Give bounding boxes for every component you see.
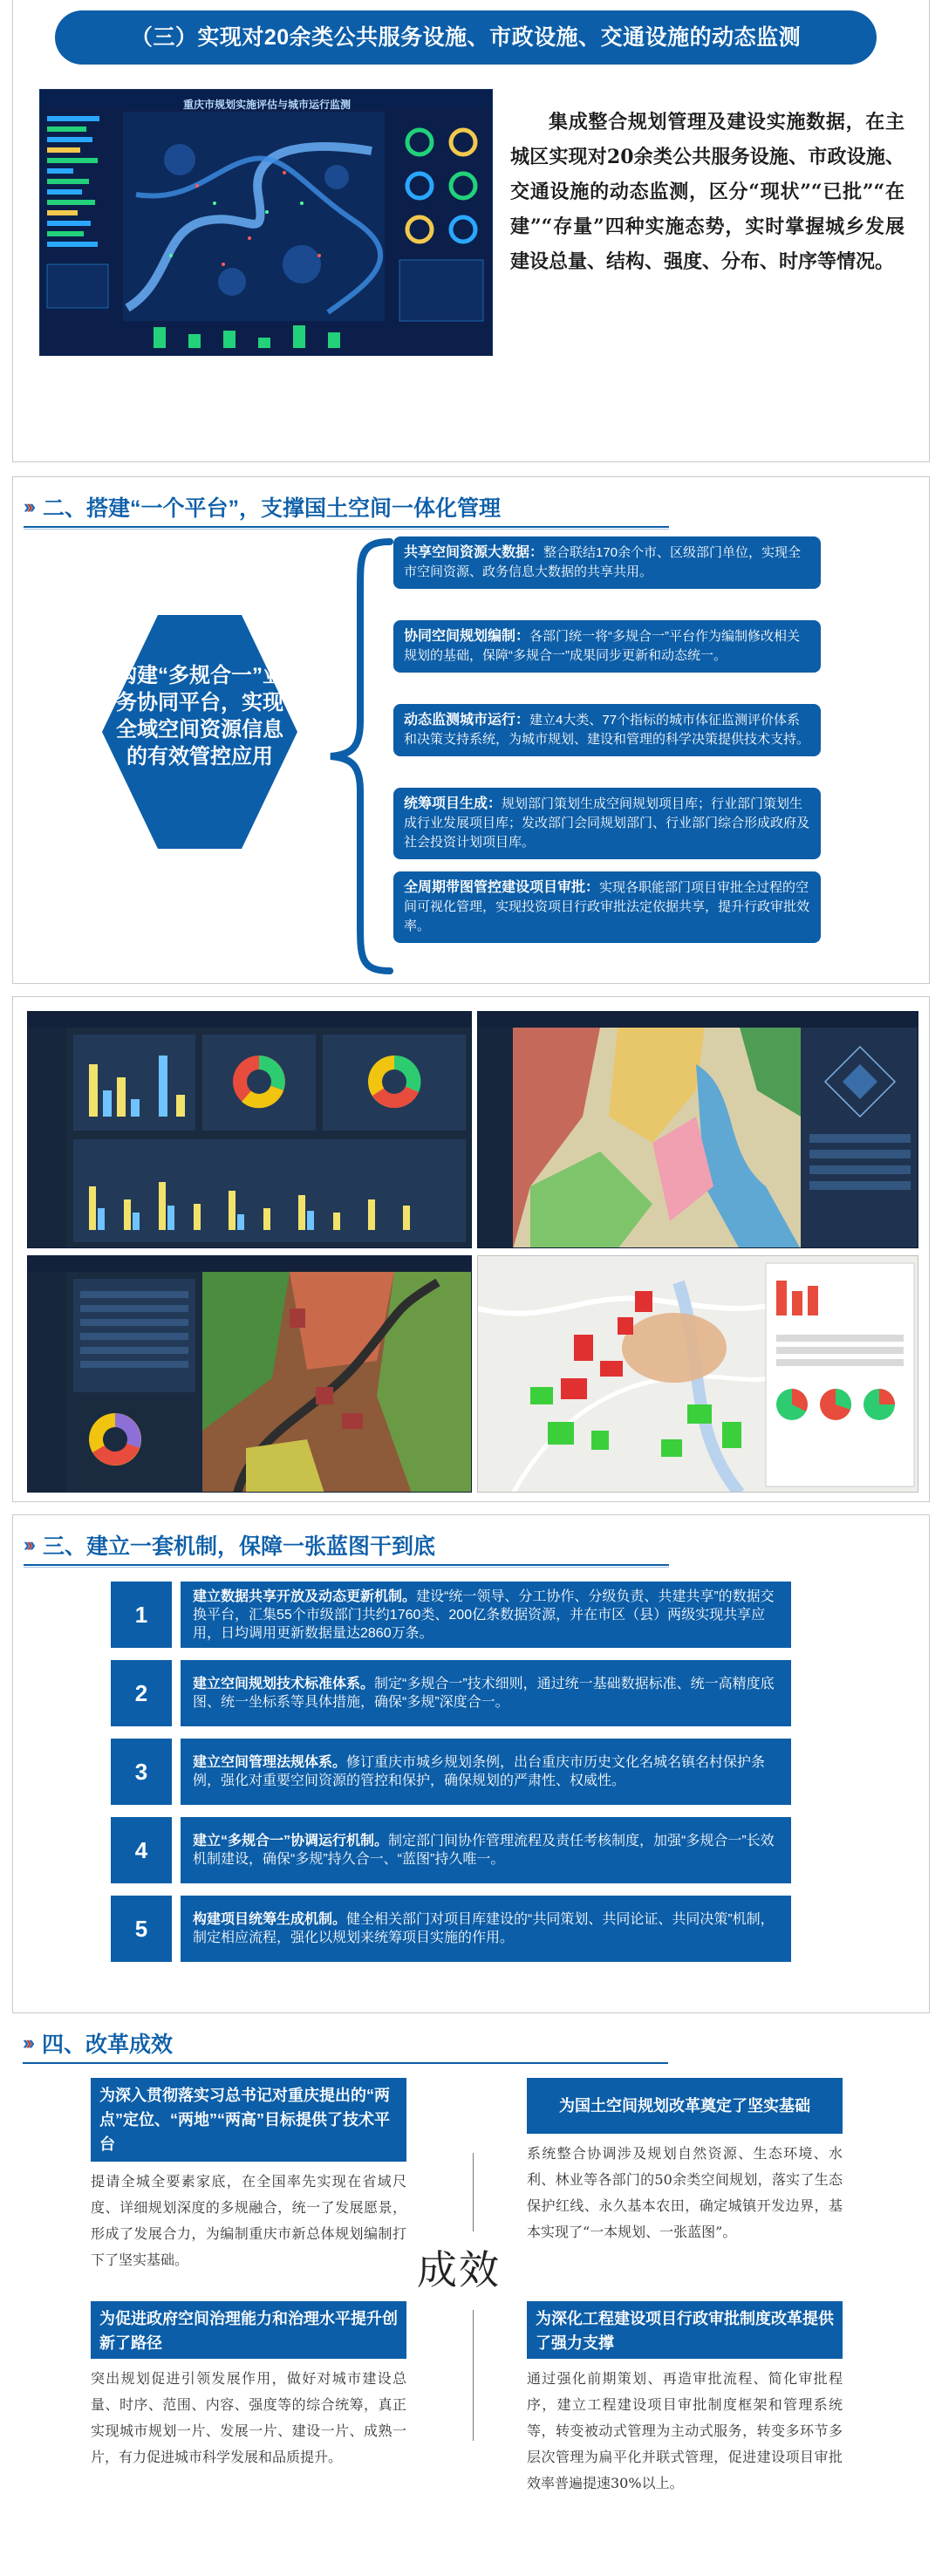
mechanism-text: 建立空间规划技术标准体系。制定“多规合一”技术细则，通过统一基础数据标准、统一高精度底图、统一坐标系等具体措施，确保“多规”深度合一。 — [181, 1660, 791, 1726]
monitoring-dashboard-image — [39, 89, 493, 356]
section-platform — [12, 476, 930, 984]
results-center-label: 成效 — [417, 2246, 501, 2293]
result-title-2: 为国土空间规划改革奠定了坚实基础 — [527, 2078, 843, 2134]
screenshot-land-use-map — [477, 1011, 918, 1248]
section-dynamic-monitoring — [12, 0, 930, 462]
mechanism-text: 建立空间管理法规体系。修订重庆市城乡规划条例，出台重庆市历史文化名城名镇名村保护条例，强化对重要空间资源的管控和保护，确保规划的严肃性、权威性。 — [181, 1739, 791, 1805]
result-title-4: 为深化工程建设项目行政审批制度改革提供了强力支撑 — [527, 2301, 843, 2359]
mechanism-number: 4 — [111, 1817, 172, 1883]
platform-item-4: 统筹项目生成：规划部门策划生成空间规划项目库；行业部门策划生成行业发展项目库；发改部门会同规划部门、行业部门综合形成政府及社会投资计划项目库。 — [393, 788, 821, 859]
divider-line — [473, 2153, 474, 2231]
monitoring-description: 集成整合规划管理及建设实施数据，在主城区实现对20余类公共服务设施、市政设施、交通设施的动态监测，区分“现状”“已批”“在建”“存量”四种实施态势，实时掌握城乡发展建设总量、结构、强度、分布、时序等情况。 — [510, 111, 904, 273]
platform-item-5: 全周期带图管控建设项目审批：实现各职能部门项目审批全过程的空间可视化管理，实现投资项目行政审批法定依据共享，提升行政审批效率。 — [393, 871, 821, 943]
brace-icon — [325, 538, 395, 974]
section-results — [0, 2022, 942, 2576]
section-heading-text: 三、建立一套机制，保障一张蓝图干到底 — [42, 1534, 435, 1559]
section-heading — [24, 489, 501, 524]
mechanism-text: 建立“多规合一”协调运行机制。制定部门间协作管理流程及责任考核制度，加强“多规合一”长效机制建设，确保“多规”持久合一、“蓝图”持久唯一。 — [181, 1817, 791, 1883]
platform-item-3: 动态监测城市运行：建立4大类、77个指标的城市体征监测评价体系和决策支持系统，为城市规划、建设和管理的科学决策提供技术支持。 — [393, 704, 821, 756]
mechanism-number: 3 — [111, 1739, 172, 1805]
platform-center-text: 构建“多规合一”业务协同平台，实现全域空间资源信息的有效管控应用 — [116, 664, 283, 769]
result-text-4: 通过强化前期策划、再造审批流程、简化审批程序，建立工程建设项目审批制度框架和管理系统等，转变被动式管理为主动式服务，转变多环节多层次管理为扁平化并联式管理，促进建设项目审批效率普遍提速30%以上。 — [527, 2370, 843, 2491]
section-heading-text: 四、改革成效 — [41, 2033, 173, 2057]
chevron-icon: ››› — [24, 495, 32, 517]
dashboard-title: 重庆市规划实施评估与城市运行监测 — [182, 99, 351, 111]
platform-item-2: 协同空间规划编制：各部门统一将“多规合一”平台作为编制修改相关规划的基础，保障“多规合一”成果同步更新和动态统一。 — [393, 620, 821, 673]
chevron-icon: ››› — [24, 1534, 32, 1555]
chevron-icon: ››› — [23, 2032, 31, 2053]
screenshot-analytics-dashboard — [27, 1011, 472, 1248]
section-heading — [24, 1527, 435, 1562]
result-text-1: 提请全城全要素家底，在全国率先实现在省域尺度、详细规划深度的多规融合，统一了发展愿景，形成了发展合力，为编制重庆市新总体规划编制打下了坚实基础。 — [91, 2173, 406, 2268]
result-text-3: 突出规划促进引领发展作用，做好对城市建设总量、时序、范围、内容、强度等的综合统筹，真正实现城市规划一片、发展一片、建设一片、成熟一片，有力促进城市科学发展和品质提升。 — [91, 2370, 406, 2465]
mechanism-text: 建立数据共享开放及动态更新机制。建设“统一领导、分工协作、分级负责、共建共享”的数据交换平台，汇集55个市级部门共约1760类、200亿条数据资源，并在市区（县）两级实现共享应用，日均调用更新数据量达2860万条。 — [181, 1582, 791, 1648]
section-mechanism — [12, 1514, 930, 2013]
result-text-2: 系统整合协调涉及规划自然资源、生态环境、水利、林业等各部门的50余类空间规划，落实了生态保护红线、永久基本农田，确定城镇开发边界，基本实现了“一本规划、一张蓝图”。 — [527, 2145, 843, 2240]
heading-underline — [23, 2062, 668, 2064]
platform-item-1: 共享空间资源大数据：整合联结170余个市、区级部门单位，实现全市空间资源、政务信息大数据的共享共用。 — [393, 536, 821, 589]
section-title-pill: （三）实现对20余类公共服务设施、市政设施、交通设施的动态监测 — [55, 10, 877, 65]
mechanism-number: 5 — [111, 1896, 172, 1962]
section-platform-screenshots — [12, 996, 930, 1502]
result-title-1: 为深入贯彻落实习总书记对重庆提出的“两点”定位、“两地”“两高”目标提供了技术平台 — [91, 2078, 406, 2162]
mechanism-number: 1 — [111, 1582, 172, 1648]
section-heading — [23, 2026, 173, 2060]
mechanism-number: 2 — [111, 1660, 172, 1726]
screenshot-web-map — [477, 1255, 918, 1493]
screenshot-parcel-map — [27, 1255, 472, 1493]
divider-line — [473, 2310, 474, 2441]
heading-underline — [24, 526, 669, 528]
result-title-3: 为促进政府空间治理能力和治理水平提升创新了路径 — [91, 2301, 406, 2359]
heading-underline — [24, 1564, 669, 1566]
section-heading-text: 二、搭建“一个平台”，支撑国土空间一体化管理 — [42, 496, 501, 521]
mechanism-text: 构建项目统筹生成机制。健全相关部门对项目库建设的“共同策划、共同论证、共同决策”机制，制定相应流程，强化以规划来统筹项目实施的作用。 — [181, 1896, 791, 1962]
